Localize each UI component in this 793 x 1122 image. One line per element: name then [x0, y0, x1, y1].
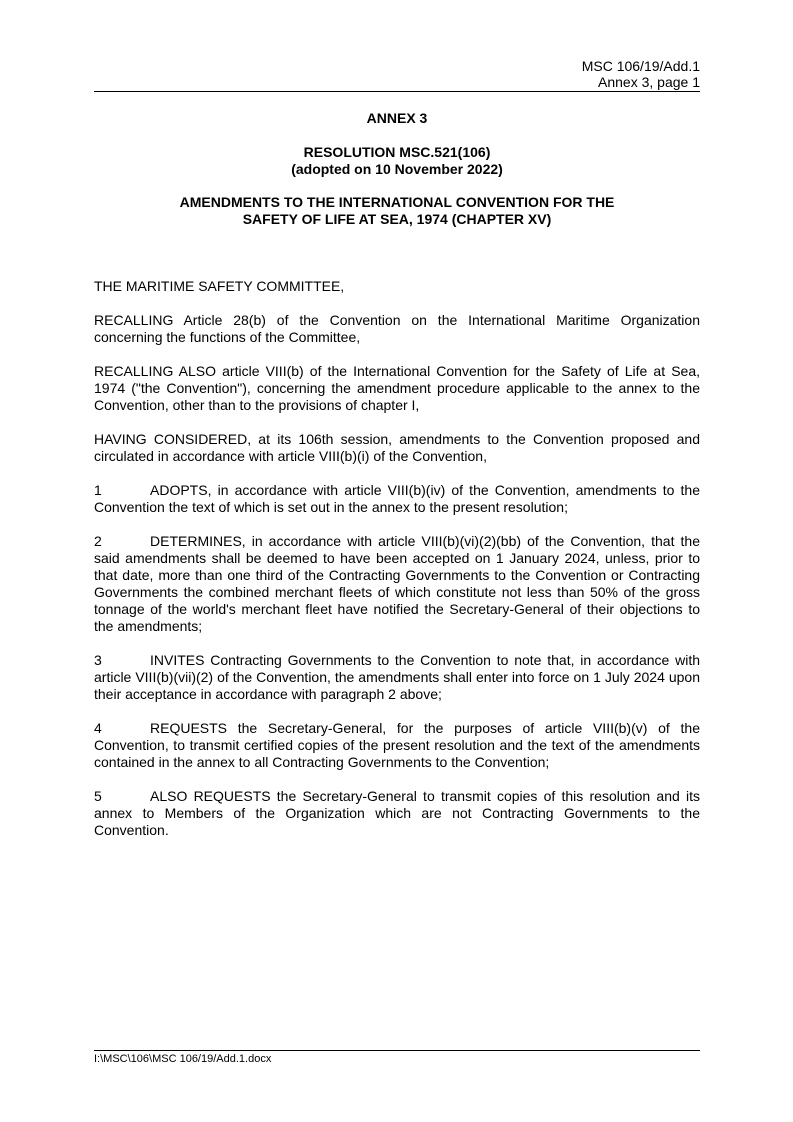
paragraph-number: 5	[94, 788, 102, 804]
header-divider	[94, 91, 700, 92]
paragraph-number: 1	[94, 482, 102, 498]
resolution-heading	[94, 144, 700, 178]
paragraph-text: DETERMINES, in accordance with article VIII(b)(vi)(2)(bb) of the Convention, that the said amendments shall be deemed to have been accepted on 1 January 2024, unless, prior to that date, more than one third of the Contracting Governments to the Convention or Contracting Governments the combined merchant fleets of which constitute not less than 50% of the gross tonnage of the world's merchant fleet have notified the Secretary-General of their objections to the amendments;	[94, 533, 700, 634]
subject-line-1: AMENDMENTS TO THE INTERNATIONAL CONVENTION FOR THE	[179, 194, 615, 210]
resolution-body	[94, 278, 700, 856]
paragraph-text: INVITES Contracting Governments to the Convention to note that, in accordance with article VIII(b)(vii)(2) of the Convention, the amendments shall enter into force on 1 July 2024 upon their acceptance in accordance with paragraph 2 above;	[94, 652, 700, 702]
paragraph-number: 4	[94, 720, 102, 736]
adoption-date: (adopted on 10 November 2022)	[291, 161, 503, 177]
operative-paragraph-3	[94, 652, 700, 703]
operative-paragraph-2	[94, 533, 700, 635]
resolution-title: RESOLUTION MSC.521(106)	[303, 144, 491, 160]
committee-paragraph: THE MARITIME SAFETY COMMITTEE,	[94, 278, 345, 294]
annex-title: ANNEX 3	[366, 110, 428, 126]
subject-heading	[94, 194, 700, 228]
footer-file-path: I:\MSC\106\MSC 106/19/Add.1.docx	[94, 1053, 272, 1065]
operative-paragraph-4	[94, 720, 700, 771]
having-considered-paragraph: HAVING CONSIDERED, at its 106th session, amendments to the Convention proposed and circulated in accordance with article VIII(b)(i) of the Convention,	[94, 431, 700, 464]
paragraph-number: 3	[94, 652, 102, 668]
document-reference: MSC 106/19/Add.1	[581, 58, 700, 74]
paragraph-text: REQUESTS the Secretary-General, for the purposes of article VIII(b)(v) of the Convention, to transmit certified copies of the present resolution and the text of the amendments contained in the annex to all Contracting Governments to the Convention;	[94, 720, 700, 770]
page-reference: Annex 3, page 1	[598, 74, 700, 90]
recalling-also-paragraph: RECALLING ALSO article VIII(b) of the International Convention for the Safety of Life at Sea, 1974 ("the Convention"), concerning the amendment procedure applicable to the annex to the Convention, other than to the provisions of chapter I,	[94, 363, 700, 413]
footer-divider	[94, 1050, 700, 1051]
operative-paragraph-1	[94, 482, 700, 516]
paragraph-text: ADOPTS, in accordance with article VIII(b)(iv) of the Convention, amendments to the Convention the text of which is set out in the annex to the present resolution;	[94, 482, 700, 515]
subject-line-2: SAFETY OF LIFE AT SEA, 1974 (CHAPTER XV)	[242, 211, 552, 227]
page-header	[94, 58, 700, 90]
paragraph-number: 2	[94, 533, 102, 549]
recalling-paragraph: RECALLING Article 28(b) of the Convention on the International Maritime Organization concerning the functions of the Committee,	[94, 312, 700, 345]
paragraph-text: ALSO REQUESTS the Secretary-General to transmit copies of this resolution and its annex to Members of the Organization which are not Contracting Governments to the Convention.	[94, 788, 700, 838]
operative-paragraph-5	[94, 788, 700, 839]
